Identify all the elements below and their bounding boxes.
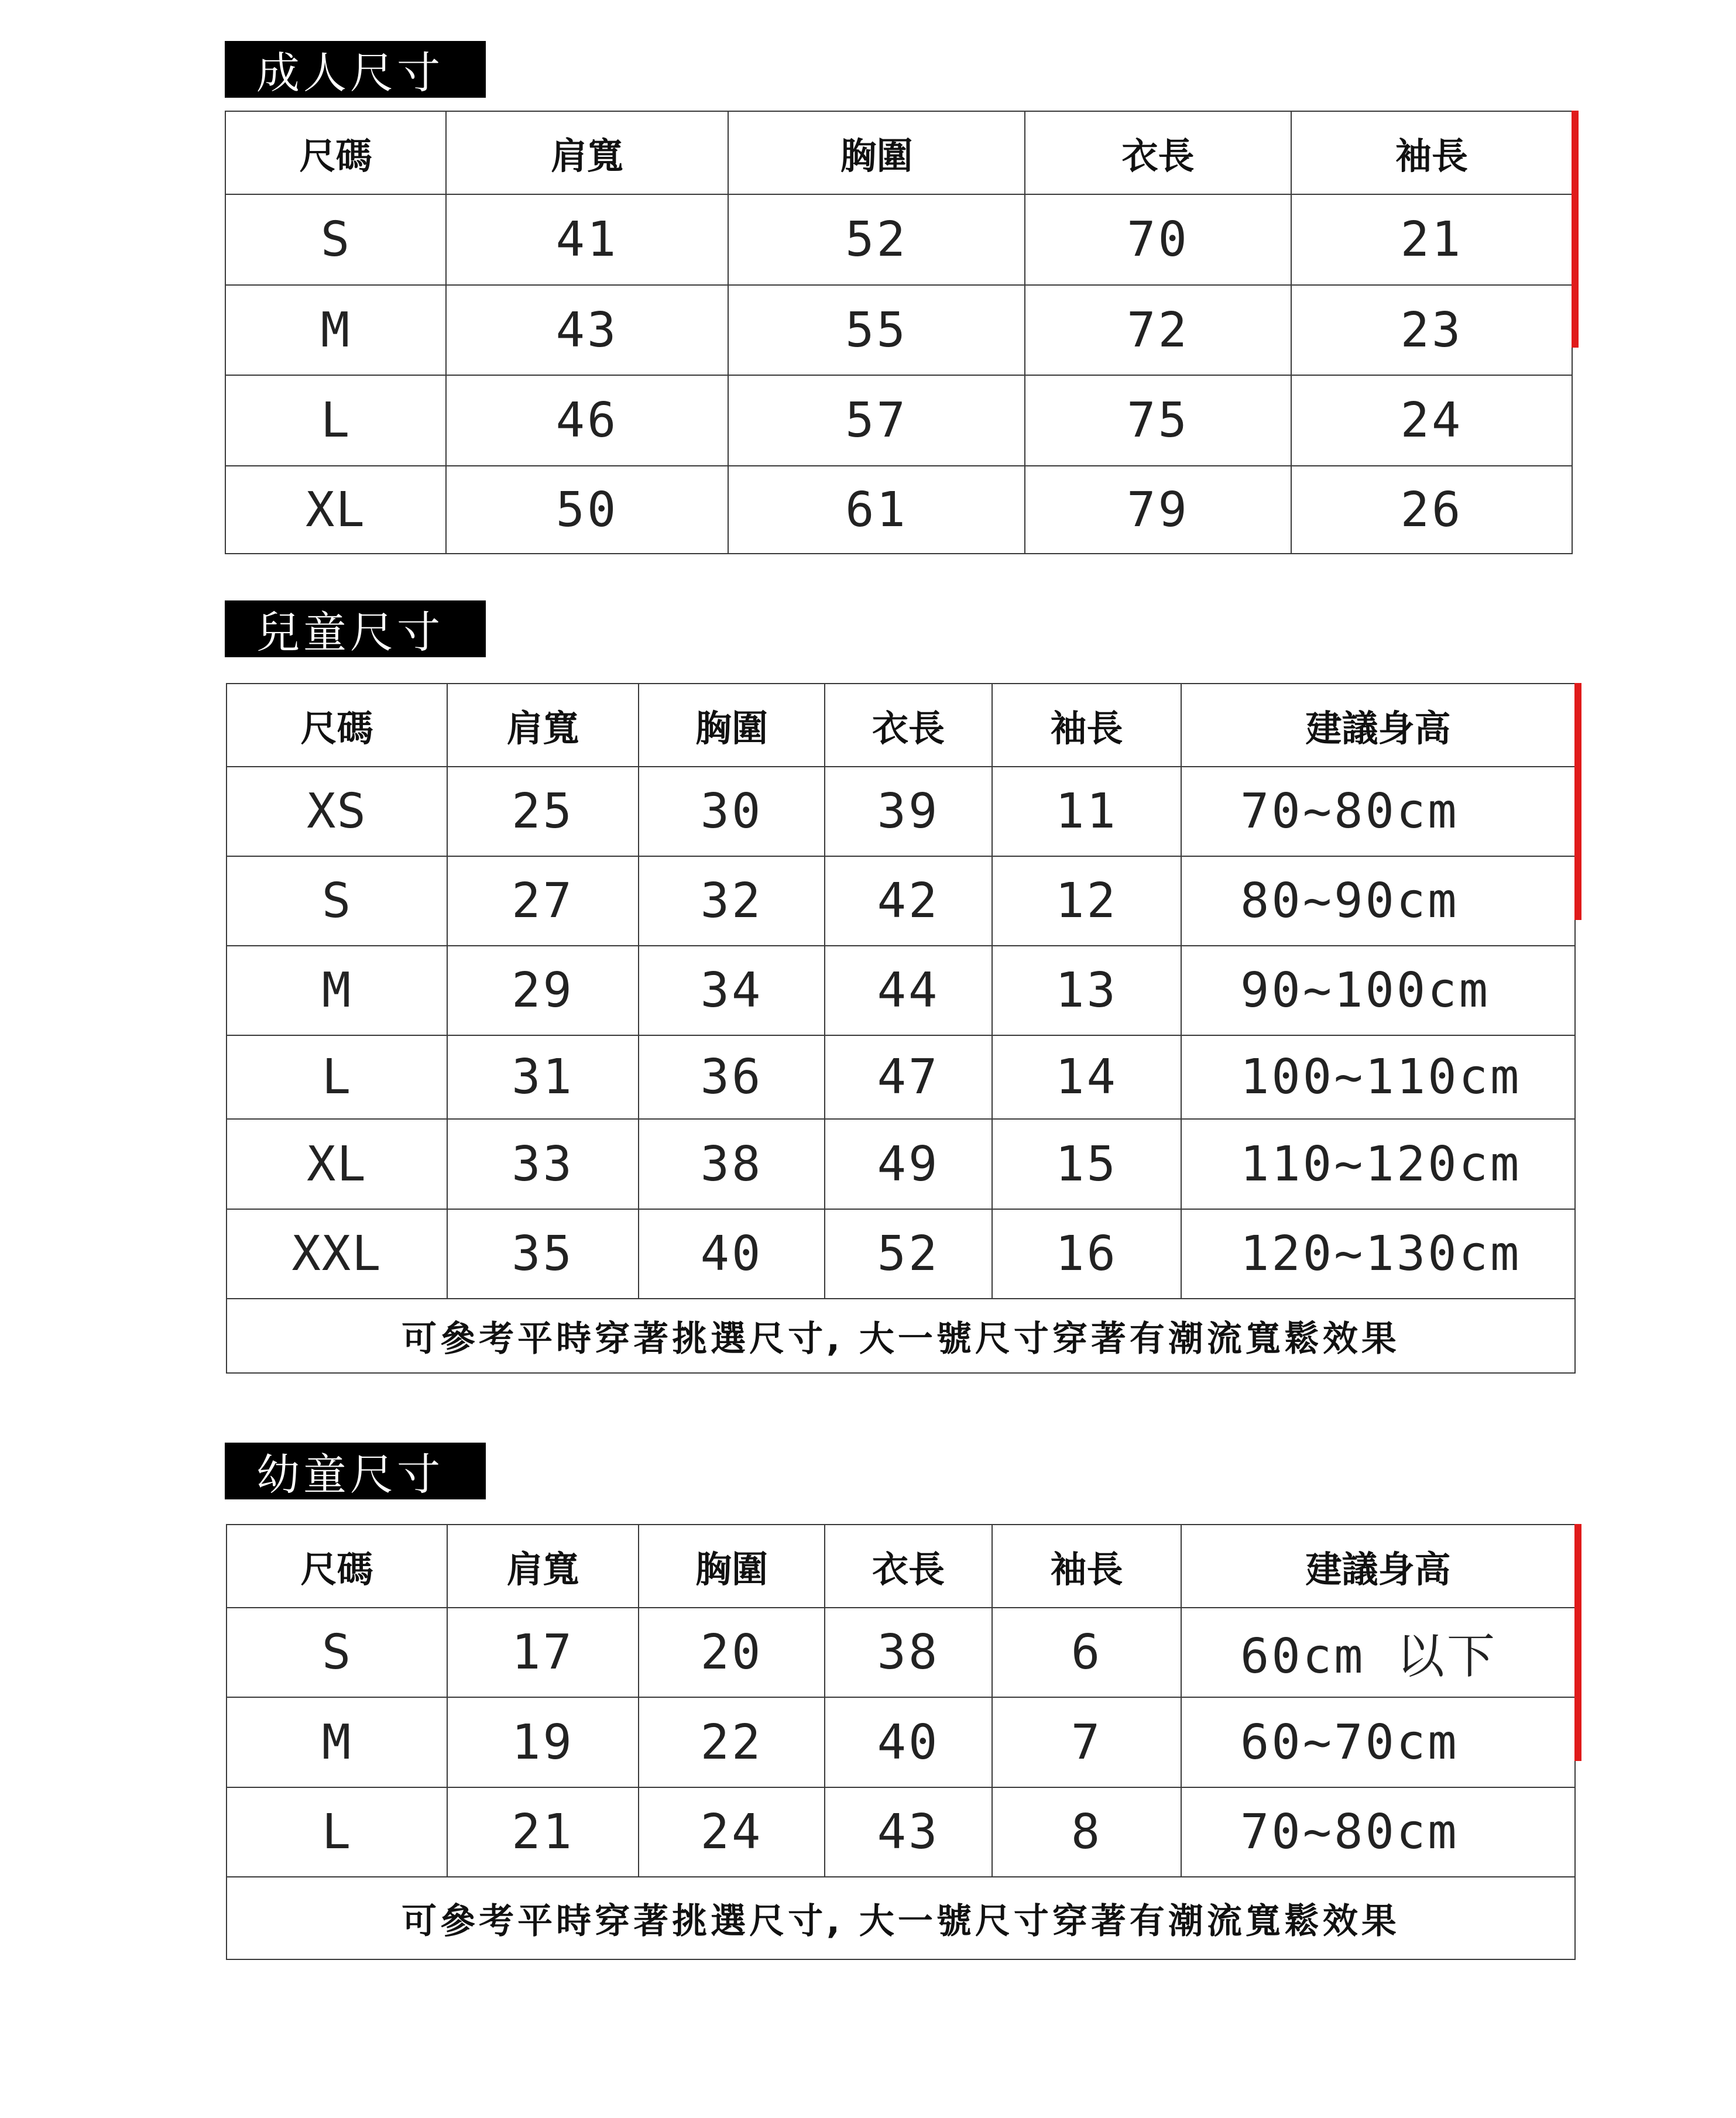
table-row bbox=[225, 285, 1572, 375]
size-cell: L bbox=[227, 1035, 447, 1119]
size-cell: XL bbox=[227, 1119, 447, 1209]
height-cell: 60cm 以下 bbox=[1181, 1608, 1575, 1697]
kids-size-title: 兒童尺寸 bbox=[225, 600, 486, 657]
shoulder-cell: 25 bbox=[447, 767, 639, 856]
toddler-size-table bbox=[226, 1524, 1576, 1960]
height-cell: 110~120cm bbox=[1181, 1119, 1575, 1209]
sleeve-cell: 23 bbox=[1291, 285, 1572, 375]
shoulder-cell: 31 bbox=[447, 1035, 639, 1119]
length-cell: 70 bbox=[1025, 194, 1291, 285]
chest-cell: 24 bbox=[639, 1787, 825, 1877]
kids-size-table bbox=[226, 683, 1576, 1374]
length-cell: 43 bbox=[825, 1787, 992, 1877]
sleeve-cell: 26 bbox=[1291, 466, 1572, 554]
size-cell: S bbox=[225, 194, 446, 285]
length-cell: 44 bbox=[825, 946, 992, 1035]
header-chest: 胸圍 bbox=[728, 111, 1025, 194]
sleeve-cell: 21 bbox=[1291, 194, 1572, 285]
shoulder-cell: 29 bbox=[447, 946, 639, 1035]
table-row bbox=[227, 1787, 1575, 1877]
table-row bbox=[227, 1119, 1575, 1209]
height-cell: 100~110cm bbox=[1181, 1035, 1575, 1119]
length-cell: 52 bbox=[825, 1209, 992, 1299]
shoulder-cell: 21 bbox=[447, 1787, 639, 1877]
shoulder-cell: 33 bbox=[447, 1119, 639, 1209]
adult-size-table bbox=[225, 111, 1573, 554]
sleeve-cell: 8 bbox=[992, 1787, 1181, 1877]
height-cell: 70~80cm bbox=[1181, 1787, 1575, 1877]
table-row bbox=[227, 1697, 1575, 1787]
length-cell: 39 bbox=[825, 767, 992, 856]
length-cell: 47 bbox=[825, 1035, 992, 1119]
table-row bbox=[225, 375, 1572, 466]
chest-cell: 38 bbox=[639, 1119, 825, 1209]
chest-cell: 57 bbox=[728, 375, 1025, 466]
kids-note-row bbox=[227, 1299, 1575, 1373]
height-cell: 60~70cm bbox=[1181, 1697, 1575, 1787]
shoulder-cell: 27 bbox=[447, 856, 639, 946]
adult-size-title: 成人尺寸 bbox=[225, 41, 486, 98]
length-cell: 38 bbox=[825, 1608, 992, 1697]
shoulder-cell: 43 bbox=[446, 285, 728, 375]
chest-cell: 55 bbox=[728, 285, 1025, 375]
header-size: 尺碼 bbox=[227, 684, 447, 767]
chest-cell: 30 bbox=[639, 767, 825, 856]
sleeve-cell: 15 bbox=[992, 1119, 1181, 1209]
shoulder-cell: 19 bbox=[447, 1697, 639, 1787]
size-cell: M bbox=[227, 946, 447, 1035]
header-height: 建議身高 bbox=[1181, 684, 1575, 767]
header-chest: 胸圍 bbox=[639, 684, 825, 767]
sleeve-cell: 12 bbox=[992, 856, 1181, 946]
length-cell: 42 bbox=[825, 856, 992, 946]
height-cell: 70~80cm bbox=[1181, 767, 1575, 856]
shoulder-cell: 46 bbox=[446, 375, 728, 466]
size-cell: S bbox=[227, 1608, 447, 1697]
height-cell: 90~100cm bbox=[1181, 946, 1575, 1035]
length-cell: 79 bbox=[1025, 466, 1291, 554]
size-cell: S bbox=[227, 856, 447, 946]
header-sleeve: 袖長 bbox=[1291, 111, 1572, 194]
header-shoulder: 肩寬 bbox=[446, 111, 728, 194]
chest-cell: 36 bbox=[639, 1035, 825, 1119]
shoulder-cell: 50 bbox=[446, 466, 728, 554]
shoulder-cell: 17 bbox=[447, 1608, 639, 1697]
size-cell: XL bbox=[225, 466, 446, 554]
header-size: 尺碼 bbox=[227, 1525, 447, 1608]
sizing-note: 可參考平時穿著挑選尺寸, 大一號尺寸穿著有潮流寬鬆效果 bbox=[227, 1877, 1575, 1959]
length-cell: 40 bbox=[825, 1697, 992, 1787]
header-length: 衣長 bbox=[1025, 111, 1291, 194]
red-accent-bar bbox=[1574, 1524, 1581, 1761]
chest-cell: 61 bbox=[728, 466, 1025, 554]
table-row bbox=[225, 466, 1572, 554]
table-row bbox=[225, 194, 1572, 285]
header-shoulder: 肩寬 bbox=[447, 1525, 639, 1608]
toddler-note-row bbox=[227, 1877, 1575, 1959]
height-cell: 80~90cm bbox=[1181, 856, 1575, 946]
size-cell: XXL bbox=[227, 1209, 447, 1299]
sleeve-cell: 7 bbox=[992, 1697, 1181, 1787]
header-height: 建議身高 bbox=[1181, 1525, 1575, 1608]
size-cell: L bbox=[227, 1787, 447, 1877]
header-size: 尺碼 bbox=[225, 111, 446, 194]
sleeve-cell: 6 bbox=[992, 1608, 1181, 1697]
table-row bbox=[227, 1209, 1575, 1299]
length-cell: 72 bbox=[1025, 285, 1291, 375]
header-length: 衣長 bbox=[825, 684, 992, 767]
size-cell: L bbox=[225, 375, 446, 466]
table-row bbox=[227, 767, 1575, 856]
length-cell: 75 bbox=[1025, 375, 1291, 466]
sleeve-cell: 16 bbox=[992, 1209, 1181, 1299]
chest-cell: 20 bbox=[639, 1608, 825, 1697]
header-sleeve: 袖長 bbox=[992, 1525, 1181, 1608]
red-accent-bar bbox=[1574, 683, 1581, 920]
red-accent-bar bbox=[1572, 111, 1579, 348]
sleeve-cell: 13 bbox=[992, 946, 1181, 1035]
size-cell: M bbox=[225, 285, 446, 375]
chest-cell: 32 bbox=[639, 856, 825, 946]
header-shoulder: 肩寬 bbox=[447, 684, 639, 767]
kids-header-row bbox=[227, 684, 1575, 767]
table-row bbox=[227, 856, 1575, 946]
table-row bbox=[227, 946, 1575, 1035]
sleeve-cell: 14 bbox=[992, 1035, 1181, 1119]
table-row bbox=[227, 1035, 1575, 1119]
sizing-note: 可參考平時穿著挑選尺寸, 大一號尺寸穿著有潮流寬鬆效果 bbox=[227, 1299, 1575, 1373]
sleeve-cell: 11 bbox=[992, 767, 1181, 856]
sleeve-cell: 24 bbox=[1291, 375, 1572, 466]
size-cell: M bbox=[227, 1697, 447, 1787]
header-length: 衣長 bbox=[825, 1525, 992, 1608]
shoulder-cell: 41 bbox=[446, 194, 728, 285]
length-cell: 49 bbox=[825, 1119, 992, 1209]
toddler-size-title: 幼童尺寸 bbox=[225, 1443, 486, 1499]
chest-cell: 22 bbox=[639, 1697, 825, 1787]
header-chest: 胸圍 bbox=[639, 1525, 825, 1608]
adult-header-row bbox=[225, 111, 1572, 194]
table-row bbox=[227, 1608, 1575, 1697]
chest-cell: 34 bbox=[639, 946, 825, 1035]
chest-cell: 52 bbox=[728, 194, 1025, 285]
chest-cell: 40 bbox=[639, 1209, 825, 1299]
header-sleeve: 袖長 bbox=[992, 684, 1181, 767]
size-cell: XS bbox=[227, 767, 447, 856]
shoulder-cell: 35 bbox=[447, 1209, 639, 1299]
toddler-header-row bbox=[227, 1525, 1575, 1608]
height-cell: 120~130cm bbox=[1181, 1209, 1575, 1299]
